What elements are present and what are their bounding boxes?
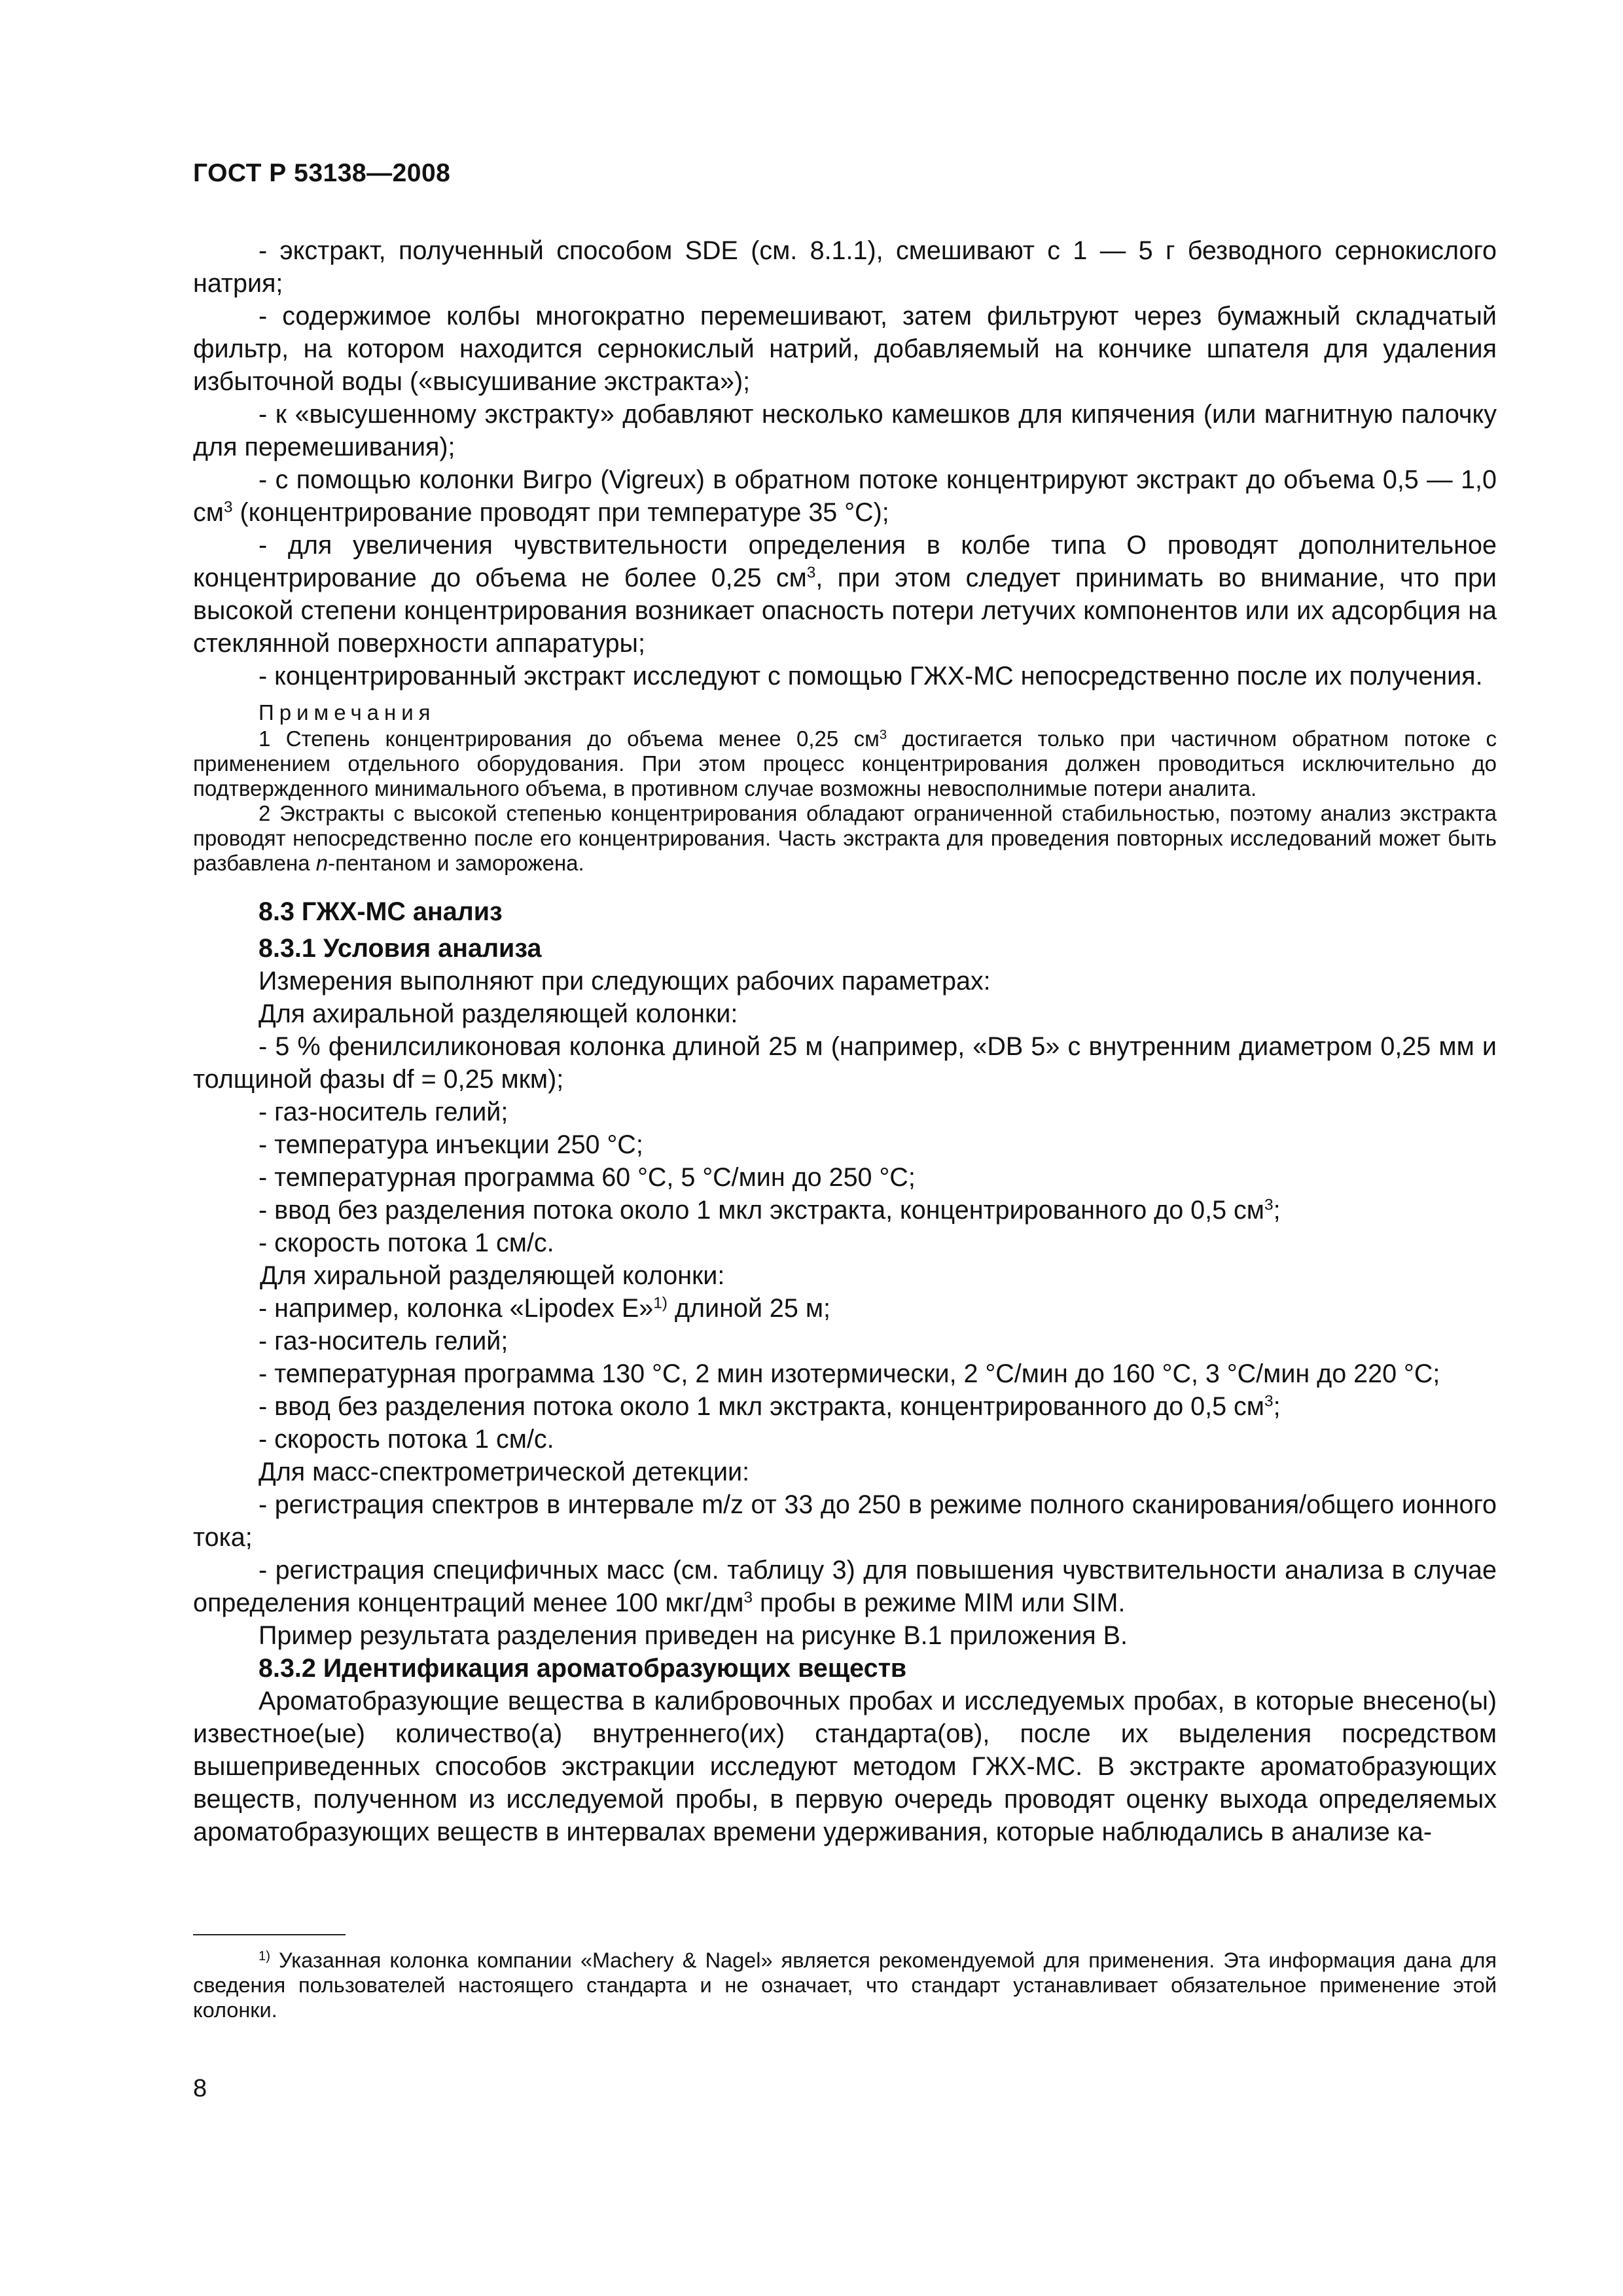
achiral-injection-temp: - температура инъекции 250 °С; (259, 1130, 643, 1159)
section-heading-8-3: 8.3 ГЖХ-МС анализ (259, 897, 503, 926)
achiral-splitless-injection: - ввод без разделения потока около 1 мкл экстракта, концентрированного до 0,5 $см^3$; (259, 1196, 1281, 1225)
footnote-separator (193, 1934, 346, 1935)
footnote-1: $^{1)}$ Указанная колонка компании «Machery & Nagel» является рекомендуемой для применения. Эта информация дана для сведения пользователей настоящего стандарта и не означает, что стандарт устанавливает обязательное применение этой колонки. (193, 1948, 1497, 2022)
chiral-splitless-injection: - ввод без разделения потока около 1 мкл экстракта, концентрированного до 0,5 $см^3$; (259, 1392, 1281, 1421)
achiral-heading: Для ахиральной разделяющей колонки: (259, 999, 738, 1028)
achiral-column-item: - 5 % фенилсиликоновая колонка длиной 25 м (например, «DB 5» с внутренним диаметром 0,25 мм и толщиной фазы df = 0,25 мкм); (193, 1032, 1497, 1094)
list-item-filter: - содержимое колбы многократно перемешивают, затем фильтруют через бумажный складчатый фильтр, на котором находится сернокислый натрий, добавляемый на кончике шпателя для удаления избыточной воды («высушивание экстракта»); (193, 302, 1497, 396)
list-item-boiling-stones: - к «высушенному экстракту» добавляют несколько камешков для кипячения (или магнитную палочку для перемешивания); (193, 400, 1497, 461)
chiral-carrier-gas: - газ-носитель гелий; (259, 1327, 508, 1355)
page-number: 8 (193, 2075, 207, 2102)
footnote-block (193, 1948, 1497, 2022)
note-1: 1 Степень концентрирования до объема менее 0,25 $см^3$ достигается только при частичном обратном потоке с применением отдельного оборудования. При этом процесс концентрирования должен проводиться исключительно до подтвержденного минимального объема, в противном случае возможны невосполнимые потери аналита. (193, 726, 1497, 800)
analysis-intro: Измерения выполняют при следующих рабочих параметрах: (259, 967, 991, 996)
ms-full-scan-item: - регистрация спектров в интервале m/z от 33 до 250 в режиме полного сканирования/общего ионного тока; (193, 1490, 1497, 1552)
standard-header: ГОСТ Р 53138—2008 (193, 159, 451, 187)
chiral-flow-rate: - скорость потока 1 см/с. (259, 1425, 554, 1454)
ms-sim-item: - регистрация специфичных масс (см. таблицу 3) для повышения чувствительности анализа в случае определения концентраций менее 100 мкг/$дм^3$ пробы в режиме MIM или SIM. (193, 1556, 1497, 1617)
notes-heading: Примечания (259, 700, 436, 725)
note-2: 2 Экстракты с высокой степенью концентрирования обладают ограниченной стабильностью, поэтому анализ экстракта проводят непосредственно после его концентрирования. Часть экстракта для проведения повторных исследований может быть разбавлена n-пентаном и заморожена. (193, 801, 1497, 875)
chiral-column-item: - например, колонка «Lipodex E»$^{1)}$ длиной 25 м; (259, 1294, 830, 1323)
achiral-flow-rate: - скорость потока 1 см/с. (259, 1229, 554, 1257)
achiral-temp-program: - температурная программа 60 °С, 5 °С/мин до 250 °С; (259, 1163, 916, 1192)
subsection-heading-8-3-2: 8.3.2 Идентификация ароматобразующих веществ (259, 1654, 907, 1683)
identification-paragraph: Ароматобразующие вещества в калибровочных пробах и исследуемых пробах, в которые внесено(ы) известное(ые) количество(а) внутреннего(их) стандарта(ов), после их выделения посредством вышеприведенных способов экстракции исследуют методом ГЖХ-МС. В экстракте ароматобразующих веществ, полученном из исследуемой пробы, в первую очередь проводят оценку выхода определяемых ароматобразующих веществ в интервалах времени удерживания, которые наблюдались в анализе ка- (193, 1687, 1497, 1846)
chiral-heading: Для хиральной разделяющей колонки: (260, 1261, 725, 1290)
achiral-carrier-gas: - газ-носитель гелий; (259, 1098, 508, 1126)
list-item-gcms-analysis: - концентрированный экстракт исследуют с помощью ГЖХ-МС непосредственно после их получения. (259, 662, 1483, 691)
list-item-sde: - экстракт, полученный способом SDE (см. 8.1.1), смешивают с 1 — 5 г безводного сернокислого натрия; (193, 236, 1497, 298)
list-item-sensitivity: - для увеличения чувствительности определения в колбе типа О проводят дополнительное концентрирование до объема не более 0,25 $см^3$, при этом следует принимать во внимание, что при высокой степени концентрирования возникает опасность потери летучих компонентов или их адсорбция на стеклянной поверхности аппаратуры; (193, 531, 1497, 658)
chiral-temp-program: - температурная программа 130 °С, 2 мин изотермически, 2 °С/мин до 160 °С, 3 °С/мин до 220 °С; (259, 1359, 1440, 1388)
subsection-heading-8-3-1: 8.3.1 Условия анализа (259, 934, 542, 963)
list-item-vigreux: - с помощью колонки Вигро (Vigreux) в обратном потоке концентрируют экстракт до объема 0,5 — 1,0 $см^3$ (концентрирование проводят при температуре 35 °С); (193, 465, 1497, 527)
notes-block (193, 700, 1497, 876)
separation-example: Пример результата разделения приведен на рисунке В.1 приложения В. (259, 1621, 1128, 1650)
main-content (193, 234, 1497, 1848)
ms-detection-heading: Для масс-спектрометрической детекции: (259, 1458, 750, 1486)
